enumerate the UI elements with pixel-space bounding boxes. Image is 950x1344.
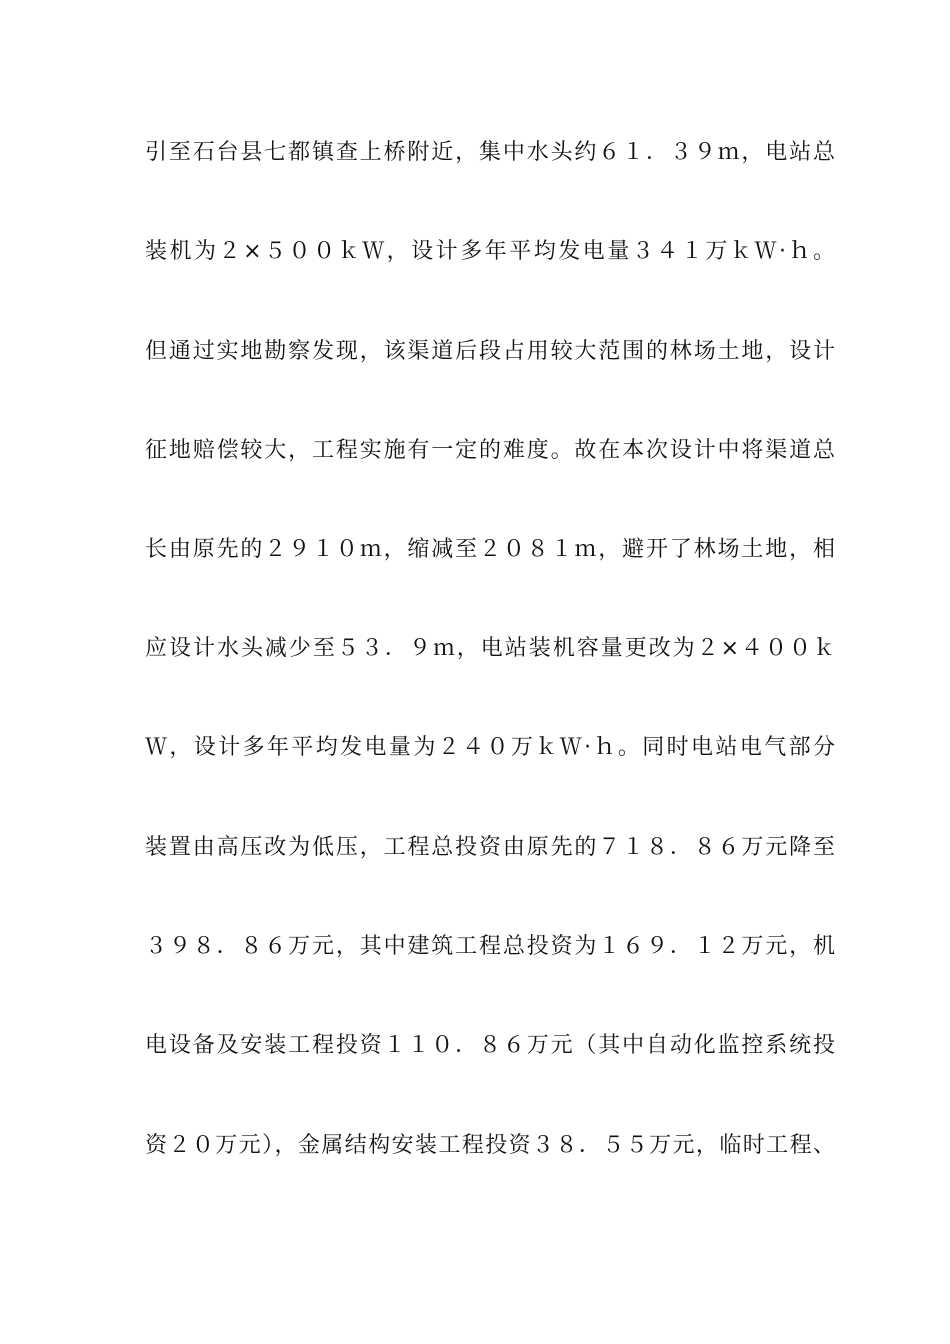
text-line: 征地赔偿较大，工程实施有一定的难度。故在本次设计中将渠道总 xyxy=(145,438,835,463)
text-line: ３９８．８６万元，其中建筑工程总投资为１６９．１２万元，机 xyxy=(145,934,835,959)
text-line: 但通过实地勘察发现，该渠道后段占用较大范围的林场土地，设计 xyxy=(145,339,835,364)
text-line: 引至石台县七都镇查上桥附近，集中水头约６１．３９ｍ，电站总 xyxy=(145,140,835,165)
text-line: 装机为２×５００ｋＷ，设计多年平均发电量３４１万ｋＷ·ｈ。 xyxy=(145,239,835,264)
text-line: 长由原先的２９１０ｍ，缩减至２０８１ｍ，避开了林场土地，相 xyxy=(145,537,835,562)
text-line: 装置由高压改为低压，工程总投资由原先的７１８．８６万元降至 xyxy=(145,835,835,860)
text-line: Ｗ，设计多年平均发电量为２４０万ｋＷ·ｈ。同时电站电气部分 xyxy=(145,735,835,760)
text-line: 资２０万元），金属结构安装工程投资３８．５５万元，临时工程、 xyxy=(145,1133,835,1158)
text-line: 电设备及安装工程投资１１０．８６万元（其中自动化监控系统投 xyxy=(145,1033,835,1058)
text-line: 应设计水头减少至５３．９ｍ，电站装机容量更改为２×４００ｋ xyxy=(145,636,835,661)
